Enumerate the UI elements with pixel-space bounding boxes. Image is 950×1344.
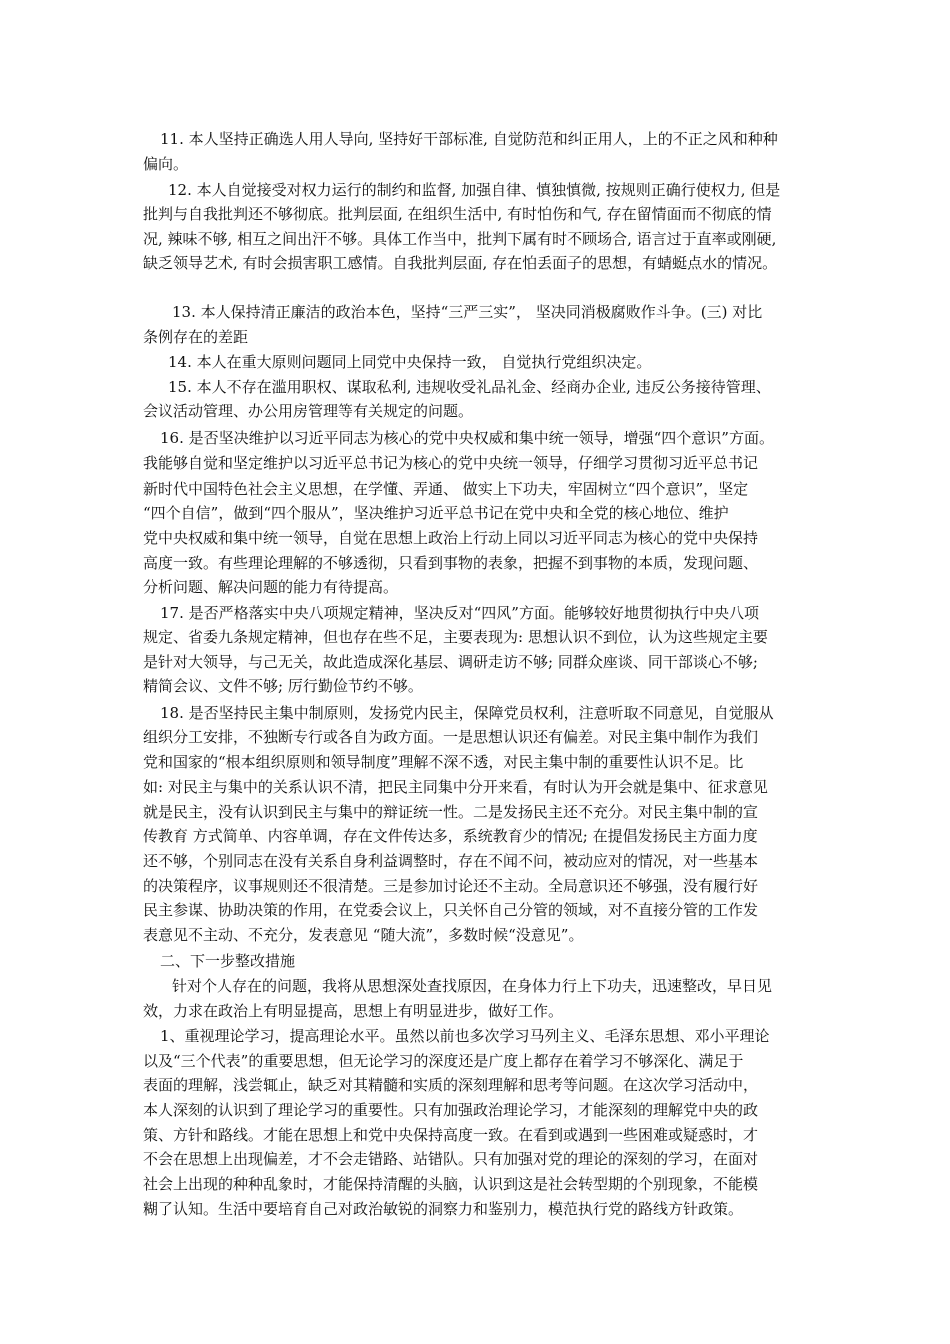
text-line: 新时代中国特色社会主义思想，在学懂、弄通、 做实上下功夫，牢固树立“四个意识”，坚定 [143, 480, 749, 498]
text-line: 糊了认知。生活中要培育自己对政治敏锐的洞察力和鉴别力，模范执行党的路线方针政策。 [143, 1200, 744, 1218]
text-line: 14. 本人在重大原则问题同上同党中央保持一致， 自觉执行党组织决定。 [168, 353, 652, 371]
text-line: 1、重视理论学习，提高理论水平。虽然以前也多次学习马列主义、毛泽东思想、邓小平理论 [160, 1027, 770, 1045]
text-line: 就是民主，没有认识到民主与集中的辩证统一性。二是发扬民主还不充分。对民主集中制的宣 [143, 803, 759, 821]
text-line: 分析问题、解决问题的能力有待提高。 [143, 578, 399, 596]
text-line: 如: 对民主与集中的关系认识不清，把民主同集中分开来看，有时认为开会就是集中、征求意见 [143, 778, 768, 796]
text-line: 11. 本人坚持正确选人用人导向, 坚持好干部标准, 自觉防范和纠正用人，上的不正之风和种种 [160, 130, 778, 148]
text-line: 16. 是否坚决维护以习近平同志为核心的党中央权威和集中统一领导，增强“四个意识”方面。 [160, 429, 774, 447]
text-line: 党中央权威和集中统一领导，自觉在思想上政治上行动上同以习近平同志为核心的党中央保持 [143, 529, 759, 547]
text-line: 18. 是否坚持民主集中制原则，发扬党内民主，保障党员权利，注意听取不同意见，自觉服从 [160, 704, 774, 722]
text-line: 缺乏领导艺术, 有时会损害职工感情。自我批判层面, 存在怕丢面子的思想，有蜻蜓点水的情况。 [143, 254, 778, 272]
text-line: 的决策程序，议事规则还不很清楚。三是参加讨论还不主动。全局意识还不够强，没有履行好 [143, 877, 759, 895]
text-line: 针对个人存在的问题，我将从思想深处查找原因，在身体力行上下功夫，迅速整改，早日见 [172, 977, 773, 995]
text-line: 本人深刻的认识到了理论学习的重要性。只有加强政治理论学习，才能深刻的理解党中央的政 [143, 1101, 759, 1119]
text-line: 规定、省委九条规定精神，但也存在些不足，主要表现为: 思想认识不到位，认为这些规定主要 [143, 628, 768, 646]
text-line: 以及“三个代表”的重要思想，但无论学习的深度还是广度上都存在着学习不够深化、满足于 [143, 1052, 744, 1070]
text-line: 13. 本人保持清正廉洁的政治本色，坚持“三严三实”， 坚决同消极腐败作斗争。(三) 对比 [172, 303, 763, 321]
text-line: 民主参谋、协助决策的作用，在党委会议上，只关怀自己分管的领域，对不直接分管的工作发 [143, 901, 759, 919]
text-line: 还不够，个别同志在没有关系自身利益调整时，存在不闻不问，被动应对的情况，对一些基本 [143, 852, 759, 870]
text-line: 表面的理解，浅尝辄止，缺乏对其精髓和实质的深刻理解和思考等问题。在这次学习活动中， [143, 1076, 759, 1094]
text-line: 17. 是否严格落实中央八项规定精神，坚决反对“四风”方面。能够较好地贯彻执行中央八项 [160, 604, 759, 622]
text-line: 党和国家的“根本组织原则和领导制度”理解不深不透，对民主集中制的重要性认识不足。比 [143, 753, 744, 771]
text-line: 不会在思想上出现偏差，才不会走错路、站错队。只有加强对党的理论的深刻的学习，在面对 [143, 1150, 759, 1168]
text-line: 效，力求在政治上有明显提高，思想上有明显进步，做好工作。 [143, 1002, 564, 1020]
text-line: 是针对大领导，与己无关，故此造成深化基层、调研走访不够; 同群众座谈、同干部谈心不够; [143, 653, 758, 671]
text-line: 条例存在的差距 [143, 328, 249, 346]
text-line: 会议活动管理、办公用房管理等有关规定的问题。 [143, 402, 474, 420]
text-line: 传教育 方式简单、内容单调，存在文件传达多，系统教育少的情况; 在提倡发扬民主方面力度 [143, 827, 758, 845]
text-line: 精简会议、文件不够; 厉行勤俭节约不够。 [143, 677, 423, 695]
text-line: 15. 本人不存在滥用职权、谋取私利, 违规收受礼品礼金、经商办企业, 违反公务接待管理、 [168, 378, 771, 396]
text-line: 我能够自觉和坚定维护以习近平总书记为核心的党中央统一领导，仔细学习贯彻习近平总书记 [143, 454, 759, 472]
text-line: 12. 本人自觉接受对权力运行的制约和监督, 加强自律、慎独慎微, 按规则正确行使权力, 但是 [168, 181, 781, 199]
text-line: 高度一致。有些理论理解的不够透彻，只看到事物的表象，把握不到事物的本质，发现问题、 [143, 554, 759, 572]
text-line: “四个自信”，做到“四个服从”，坚决维护习近平总书记在党中央和全党的核心地位、维护 [143, 504, 729, 522]
text-line: 况, 辣味不够, 相互之间出汗不够。具体工作当中，批判下属有时不顾场合, 语言过于直率或刚硬, [143, 230, 777, 248]
text-line: 表意见不主动、不充分，发表意见 “随大流”，多数时候“没意见”。 [143, 926, 584, 944]
text-line: 偏向。 [143, 155, 189, 173]
text-line: 社会上出现的种种乱象时，才能保持清醒的头脑，认识到这是社会转型期的个别现象，不能模 [143, 1175, 759, 1193]
text-line: 批判与自我批判还不够彻底。批判层面, 在组织生活中, 有时怕伤和气, 存在留情面而不彻底的情 [143, 205, 772, 223]
section-heading: 二、下一步整改措施 [160, 952, 296, 970]
text-line: 组织分工安排，不独断专行或各自为政方面。一是思想认识还有偏差。对民主集中制作为我们 [143, 728, 759, 746]
text-line: 策、方针和路线。才能在思想上和党中央保持高度一致。在看到或遇到一些困难或疑惑时，才 [143, 1126, 759, 1144]
